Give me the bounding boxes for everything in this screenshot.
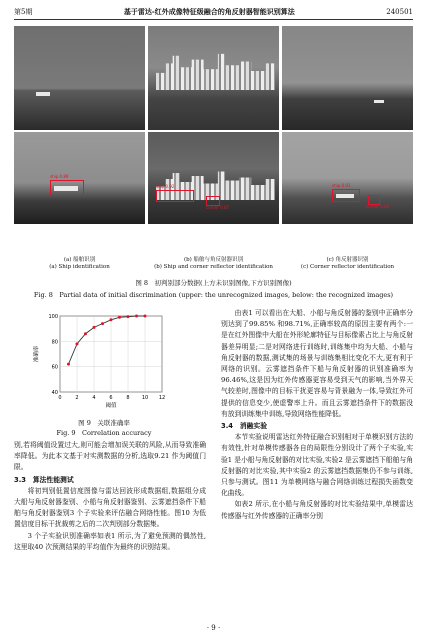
series-line xyxy=(69,316,146,364)
right-column xyxy=(221,308,413,522)
detection-box xyxy=(156,190,194,202)
right-paragraph-1: 由表1 可以看出在大船、小船与角反射器的鉴别中正确率分别达到了99.85% 和98.71%,正确率较高的原因主要有两个:一是在红外图像中大船在外形轮廓特征与目标像素占比上与角反射器差异明显;二是对网络进行训练时,训练集中均为大船、小船与角反射器的数据,测试集的场景与训练集相比变化不大,更有利于网络的识别。云雾遮挡条件下船与角反射器的识别准确率为96.46%,这是因为红外传感器更容易受到天气的影响,当外界天气较差时,图像中的目标干扰更容易与背景融为一体,导致红外可提供的信息变少,使虚警率上升。而且云雾遮挡条件下的数据没有放到训练集中训练,导致网络性能降低。 xyxy=(221,309,413,418)
x-tick-label: 6 xyxy=(109,395,113,401)
detection-label: corner 0.88 xyxy=(366,204,390,209)
fig9-caption-cn: 图 9 关联准确率 xyxy=(78,419,130,427)
left-column xyxy=(14,440,206,553)
figure-8-panels xyxy=(14,26,413,226)
left-paragraph-1: 别,若将阈值设置过大,则可能会增加误关联的风险,从而导致准确率降低。为此本文基于对实测数据的分析,选取9.21 作为阈值门限。 xyxy=(14,441,206,472)
fig8-image-top-b xyxy=(148,26,279,130)
page-number: · 9 · xyxy=(206,624,221,632)
y-tick-label: 100 xyxy=(48,314,58,320)
fig8-image-bottom-a xyxy=(14,132,145,224)
fig8-image-bottom-b xyxy=(148,132,279,224)
running-title: 基于雷达-红外成像特征级融合的角反射器智能识别算法 xyxy=(123,7,295,16)
section-3-3-heading: 3.3 算法性能测试 xyxy=(14,475,74,484)
article-id: 240501 xyxy=(386,8,413,16)
x-tick-label: 0 xyxy=(58,395,62,401)
fig8-image-top-a xyxy=(14,26,145,130)
fig9-chart xyxy=(32,310,174,416)
detection-label: ship 0.91 xyxy=(332,183,351,188)
left-paragraph-3: 3 个子实验识别准确率如表1 所示,为了避免预测的偶然性,这里取40 次预测结果的平均值作为最终的识别结果。 xyxy=(14,531,206,551)
fig8-caption-en: Fig. 8 Partial data of initial discrimination (upper: the unrecognized images, below: the recognized images) xyxy=(33,291,394,299)
data-point xyxy=(110,318,113,321)
data-point xyxy=(144,315,147,318)
y-tick-label: 60 xyxy=(51,364,58,371)
left-paragraph-2: 将初判别低置信度图像与雷达回波形成数据组,数据组分成大船与角反射器鉴别、小船与角反射器鉴别、云雾遮挡条件下船舶与角反射器鉴别3 个子实验来评估融合网络性能。图10 为低置信度目标干扰裁剪之后的二次判别部分数据集。 xyxy=(14,486,206,529)
fig8-image-top-c xyxy=(282,26,413,130)
fig9-chart-svg xyxy=(32,310,174,416)
data-point xyxy=(127,315,130,318)
section-3-4-heading: 3.4 消融实验 xyxy=(221,422,268,431)
detection-box xyxy=(332,189,360,202)
fig8-subcaption-b: (b) 船舶与角反射器识别 (b) Ship and corner reflector identification xyxy=(154,257,273,270)
fig8-subcaption-a: (a) 船舶识别 (a) Ship identification xyxy=(49,257,110,270)
data-point xyxy=(101,322,104,325)
x-tick-label: 12 xyxy=(158,395,166,401)
right-paragraph-3: 如表2 所示,在小船与角反射器的对比实验结果中,单模雷达传感器与红外传感器的正确率分别 xyxy=(221,500,413,520)
issue-number: 第5期 xyxy=(14,8,33,16)
running-header xyxy=(14,6,413,18)
x-tick-label: 2 xyxy=(75,395,79,401)
fig8-image-bottom-c xyxy=(282,132,413,224)
data-point xyxy=(93,326,96,329)
right-paragraph-2: 本节实验说明雷达红外特征融合识别相对于单模识别方法的有效性,针对单模传感器各自的局限性分别设计了两个子实验,实验1 是小船与角反射器的对比实验,实验2 是云雾遮挡下船舶与角反射器的对比实验,其中实验2 的云雾遮挡数据集仍不参与训练,只参与测试。图11 为单模网络与融合网络训练过程损失函数变化曲线。 xyxy=(221,433,413,498)
detection-label: ship 0.89 xyxy=(50,174,69,179)
header-rule xyxy=(14,19,413,20)
data-point xyxy=(84,332,87,335)
y-tick-label: 40 xyxy=(51,390,58,396)
x-tick-label: 10 xyxy=(141,395,149,401)
detection-label: ship 0.92 xyxy=(156,184,175,189)
fig9-caption-en: Fig. 9 Correlation accuracy xyxy=(56,429,152,437)
data-point xyxy=(118,316,121,319)
data-point xyxy=(135,315,138,318)
data-point xyxy=(67,363,70,366)
fig8-caption-cn: 图 8 初判别部分数据(上方未识别图像,下方识别图像) xyxy=(135,279,292,287)
data-point xyxy=(76,342,79,345)
x-tick-label: 4 xyxy=(92,395,96,401)
y-axis-label: 准确率 xyxy=(34,345,40,363)
y-tick-label: 80 xyxy=(51,339,58,346)
x-axis-label: 阈值 xyxy=(105,403,117,409)
detection-label: corner 0.87 xyxy=(206,205,230,210)
x-tick-label: 8 xyxy=(126,395,130,401)
fig8-subcaption-c: (c) 角反射器识别 (c) Corner reflector identification xyxy=(300,257,395,270)
detection-box xyxy=(50,180,84,196)
